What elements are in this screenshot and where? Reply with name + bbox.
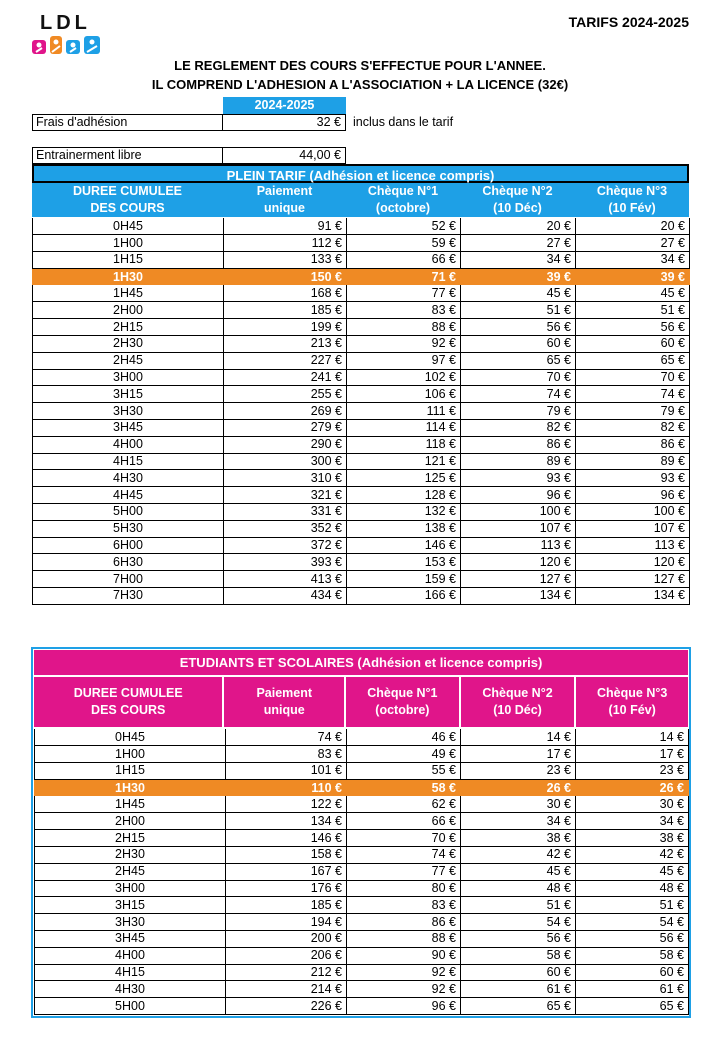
cell-cheque-1: 125 € xyxy=(347,470,461,487)
table-row xyxy=(35,931,689,948)
cell-cheque-3: 65 € xyxy=(576,998,689,1015)
cell-cheque-3: 134 € xyxy=(576,588,690,605)
plein-tarif-title: PLEIN TARIF (Adhésion et licence compris) xyxy=(32,164,689,183)
cell-cheque-3: 42 € xyxy=(576,847,689,864)
cell-cheque-3: 60 € xyxy=(576,964,689,981)
logo-text: LDL xyxy=(40,12,91,34)
cell-cheque-2: 82 € xyxy=(461,420,576,437)
table-row xyxy=(33,588,690,605)
cell-cheque-3: 14 € xyxy=(576,729,689,746)
training-label: Entrainerment libre xyxy=(32,147,223,164)
table-row xyxy=(33,436,690,453)
cell-single-payment: 352 € xyxy=(224,520,347,537)
cell-cheque-2: 61 € xyxy=(461,981,576,998)
table-row xyxy=(35,813,689,830)
cell-cheque-1: 159 € xyxy=(347,571,461,588)
table-row xyxy=(35,897,689,914)
cell-cheque-1: 59 € xyxy=(347,235,461,252)
cell-cheque-3: 127 € xyxy=(576,571,690,588)
cell-cheque-2: 127 € xyxy=(461,571,576,588)
cell-cheque-1: 71 € xyxy=(347,268,461,285)
table-row xyxy=(33,453,690,470)
cell-cheque-2: 89 € xyxy=(461,453,576,470)
table-row xyxy=(35,998,689,1015)
table-row xyxy=(33,302,690,319)
cell-cheque-2: 51 € xyxy=(461,302,576,319)
cell-cheque-3: 39 € xyxy=(576,268,690,285)
cell-duration: 1H30 xyxy=(33,268,224,285)
cell-cheque-2: 54 € xyxy=(461,914,576,931)
cell-cheque-1: 92 € xyxy=(347,981,461,998)
cell-duration: 1H15 xyxy=(35,763,226,780)
cell-single-payment: 372 € xyxy=(224,537,347,554)
cell-cheque-1: 114 € xyxy=(347,420,461,437)
cell-single-payment: 150 € xyxy=(224,268,347,285)
cell-single-payment: 393 € xyxy=(224,554,347,571)
cell-single-payment: 321 € xyxy=(224,487,347,504)
cell-cheque-2: 60 € xyxy=(461,336,576,353)
cell-cheque-1: 77 € xyxy=(347,863,461,880)
cell-cheque-2: 26 € xyxy=(461,779,576,796)
cell-single-payment: 226 € xyxy=(226,998,347,1015)
cell-single-payment: 122 € xyxy=(226,796,347,813)
table-row xyxy=(35,796,689,813)
cell-cheque-1: 83 € xyxy=(347,302,461,319)
column-header-cheque-1: Chèque N°1 (octobre) xyxy=(367,184,439,215)
cell-cheque-3: 120 € xyxy=(576,554,690,571)
adhesion-label: Frais d'adhésion xyxy=(32,114,223,131)
cell-cheque-3: 45 € xyxy=(576,863,689,880)
cell-cheque-1: 80 € xyxy=(347,880,461,897)
cell-cheque-3: 65 € xyxy=(576,352,690,369)
intro-line-2: IL COMPREND L'ADHESION A L'ASSOCIATION + LA LICENCE (32€) xyxy=(151,77,569,92)
cell-cheque-1: 62 € xyxy=(347,796,461,813)
cell-duration: 2H45 xyxy=(35,863,226,880)
table-row xyxy=(35,947,689,964)
cell-duration: 0H45 xyxy=(33,218,224,235)
cell-single-payment: 290 € xyxy=(224,436,347,453)
cell-cheque-3: 96 € xyxy=(576,487,690,504)
cell-duration: 7H00 xyxy=(33,571,224,588)
cell-duration: 2H30 xyxy=(35,847,226,864)
cell-duration: 1H15 xyxy=(33,252,224,269)
table-row xyxy=(33,336,690,353)
cell-cheque-3: 74 € xyxy=(576,386,690,403)
cell-cheque-2: 120 € xyxy=(461,554,576,571)
cell-duration: 5H00 xyxy=(33,504,224,521)
highlighted-table-row xyxy=(35,779,689,796)
year-header: 2024-2025 xyxy=(223,97,346,114)
table-row xyxy=(35,763,689,780)
cell-cheque-3: 93 € xyxy=(576,470,690,487)
cell-single-payment: 185 € xyxy=(226,897,347,914)
table-row xyxy=(33,504,690,521)
cell-duration: 2H15 xyxy=(35,830,226,847)
cell-single-payment: 91 € xyxy=(224,218,347,235)
cell-cheque-1: 58 € xyxy=(347,779,461,796)
cell-cheque-1: 66 € xyxy=(347,813,461,830)
cell-cheque-2: 113 € xyxy=(461,537,576,554)
cell-cheque-2: 70 € xyxy=(461,369,576,386)
table-row xyxy=(35,914,689,931)
cell-cheque-1: 146 € xyxy=(347,537,461,554)
column-header-cheque-1: Chèque N°1 (octobre) xyxy=(346,677,459,727)
cell-single-payment: 227 € xyxy=(224,352,347,369)
document-title: TARIFS 2024-2025 xyxy=(568,14,689,30)
cell-cheque-2: 17 € xyxy=(461,746,576,763)
cell-cheque-2: 65 € xyxy=(461,998,576,1015)
adhesion-value: 32 € xyxy=(222,114,346,131)
cell-cheque-1: 88 € xyxy=(347,931,461,948)
plein-tarif-table xyxy=(32,218,690,605)
cell-cheque-2: 65 € xyxy=(461,352,576,369)
table-row xyxy=(33,520,690,537)
cell-cheque-2: 27 € xyxy=(461,235,576,252)
cell-cheque-1: 52 € xyxy=(347,218,461,235)
cell-cheque-2: 20 € xyxy=(461,218,576,235)
cell-single-payment: 176 € xyxy=(226,880,347,897)
cell-cheque-3: 113 € xyxy=(576,537,690,554)
table-row xyxy=(33,218,690,235)
cell-cheque-2: 51 € xyxy=(461,897,576,914)
cell-single-payment: 206 € xyxy=(226,947,347,964)
cell-cheque-3: 107 € xyxy=(576,520,690,537)
cell-cheque-2: 79 € xyxy=(461,403,576,420)
cell-cheque-1: 128 € xyxy=(347,487,461,504)
etudiants-header xyxy=(34,677,688,727)
cell-single-payment: 331 € xyxy=(224,504,347,521)
cell-duration: 4H00 xyxy=(33,436,224,453)
cell-cheque-3: 45 € xyxy=(576,285,690,302)
cell-cheque-3: 86 € xyxy=(576,436,690,453)
table-row xyxy=(33,420,690,437)
cell-duration: 7H30 xyxy=(33,588,224,605)
column-header-single-payment: Paiement unique xyxy=(224,677,344,727)
cell-cheque-1: 132 € xyxy=(347,504,461,521)
cell-single-payment: 134 € xyxy=(226,813,347,830)
cell-duration: 4H00 xyxy=(35,947,226,964)
etudiants-title: ETUDIANTS ET SCOLAIRES (Adhésion et licence compris) xyxy=(34,650,688,675)
cell-cheque-2: 96 € xyxy=(461,487,576,504)
cell-cheque-1: 70 € xyxy=(347,830,461,847)
cell-single-payment: 279 € xyxy=(224,420,347,437)
intro-line-1: LE REGLEMENT DES COURS S'EFFECTUE POUR L'ANNEE. xyxy=(174,58,546,73)
table-row xyxy=(35,863,689,880)
cell-cheque-1: 55 € xyxy=(347,763,461,780)
cell-cheque-2: 14 € xyxy=(461,729,576,746)
cell-cheque-3: 58 € xyxy=(576,947,689,964)
cell-cheque-2: 42 € xyxy=(461,847,576,864)
cell-single-payment: 213 € xyxy=(224,336,347,353)
cell-single-payment: 241 € xyxy=(224,369,347,386)
cell-cheque-1: 66 € xyxy=(347,252,461,269)
column-header-cheque-2: Chèque N°2 (10 Déc) xyxy=(482,184,553,215)
cell-duration: 3H45 xyxy=(35,931,226,948)
cell-single-payment: 194 € xyxy=(226,914,347,931)
table-row xyxy=(33,470,690,487)
cell-single-payment: 199 € xyxy=(224,319,347,336)
cell-cheque-3: 70 € xyxy=(576,369,690,386)
cell-cheque-2: 74 € xyxy=(461,386,576,403)
table-row xyxy=(33,386,690,403)
cell-cheque-1: 97 € xyxy=(347,352,461,369)
cell-duration: 2H00 xyxy=(35,813,226,830)
cell-duration: 1H00 xyxy=(35,746,226,763)
cell-cheque-3: 48 € xyxy=(576,880,689,897)
cell-cheque-2: 56 € xyxy=(461,931,576,948)
cell-cheque-1: 86 € xyxy=(347,914,461,931)
cell-cheque-1: 74 € xyxy=(347,847,461,864)
cell-cheque-2: 48 € xyxy=(461,880,576,897)
cell-cheque-1: 88 € xyxy=(347,319,461,336)
cell-cheque-3: 56 € xyxy=(576,931,689,948)
cell-cheque-2: 134 € xyxy=(461,588,576,605)
column-header-cheque-3: Chèque N°3 (10 Fév) xyxy=(596,184,668,215)
etudiants-table xyxy=(34,729,689,1015)
cell-cheque-3: 61 € xyxy=(576,981,689,998)
column-header-single-payment: Paiement unique xyxy=(256,184,313,215)
cell-single-payment: 167 € xyxy=(226,863,347,880)
cell-single-payment: 300 € xyxy=(224,453,347,470)
cell-duration: 1H45 xyxy=(33,285,224,302)
table-row xyxy=(35,964,689,981)
cell-duration: 3H30 xyxy=(35,914,226,931)
cell-single-payment: 146 € xyxy=(226,830,347,847)
plein-tarif-header xyxy=(32,183,689,217)
cell-cheque-1: 138 € xyxy=(347,520,461,537)
cell-cheque-2: 86 € xyxy=(461,436,576,453)
table-row xyxy=(35,746,689,763)
cell-cheque-2: 23 € xyxy=(461,763,576,780)
table-row xyxy=(33,369,690,386)
cell-cheque-3: 51 € xyxy=(576,897,689,914)
training-value: 44,00 € xyxy=(222,147,346,164)
table-row xyxy=(33,285,690,302)
cell-single-payment: 185 € xyxy=(224,302,347,319)
table-row xyxy=(33,554,690,571)
cell-cheque-2: 39 € xyxy=(461,268,576,285)
cell-duration: 1H30 xyxy=(35,779,226,796)
cell-cheque-2: 34 € xyxy=(461,252,576,269)
cell-cheque-3: 27 € xyxy=(576,235,690,252)
cell-cheque-3: 20 € xyxy=(576,218,690,235)
table-row xyxy=(35,729,689,746)
cell-cheque-3: 51 € xyxy=(576,302,690,319)
cell-duration: 1H00 xyxy=(33,235,224,252)
cell-cheque-2: 58 € xyxy=(461,947,576,964)
table-row xyxy=(35,830,689,847)
cell-cheque-2: 56 € xyxy=(461,319,576,336)
table-row xyxy=(35,847,689,864)
cell-cheque-1: 102 € xyxy=(347,369,461,386)
cell-cheque-3: 56 € xyxy=(576,319,690,336)
table-row xyxy=(33,252,690,269)
cell-duration: 2H00 xyxy=(33,302,224,319)
highlighted-table-row xyxy=(33,268,690,285)
cell-single-payment: 212 € xyxy=(226,964,347,981)
cell-cheque-3: 89 € xyxy=(576,453,690,470)
cell-cheque-1: 77 € xyxy=(347,285,461,302)
cell-duration: 6H00 xyxy=(33,537,224,554)
cell-cheque-3: 54 € xyxy=(576,914,689,931)
cell-cheque-1: 90 € xyxy=(347,947,461,964)
cell-cheque-3: 100 € xyxy=(576,504,690,521)
cell-duration: 4H30 xyxy=(33,470,224,487)
cell-duration: 0H45 xyxy=(35,729,226,746)
cell-cheque-1: 96 € xyxy=(347,998,461,1015)
table-row xyxy=(33,537,690,554)
adhesion-note: inclus dans le tarif xyxy=(353,115,454,129)
column-header-duration: DUREE CUMULEE DES COURS xyxy=(72,184,183,215)
column-header-duration: DUREE CUMULEE DES COURS xyxy=(34,677,222,727)
ldl-logo xyxy=(30,12,106,60)
cell-single-payment: 133 € xyxy=(224,252,347,269)
cell-duration: 5H00 xyxy=(35,998,226,1015)
cell-single-payment: 269 € xyxy=(224,403,347,420)
cell-single-payment: 255 € xyxy=(224,386,347,403)
cell-cheque-3: 34 € xyxy=(576,813,689,830)
cell-single-payment: 434 € xyxy=(224,588,347,605)
cell-cheque-2: 60 € xyxy=(461,964,576,981)
cell-duration: 2H30 xyxy=(33,336,224,353)
cell-cheque-1: 106 € xyxy=(347,386,461,403)
cell-cheque-3: 82 € xyxy=(576,420,690,437)
cell-duration: 3H15 xyxy=(35,897,226,914)
column-header-cheque-3: Chèque N°3 (10 Fév) xyxy=(576,677,688,727)
cell-single-payment: 110 € xyxy=(226,779,347,796)
cell-cheque-3: 17 € xyxy=(576,746,689,763)
cell-single-payment: 168 € xyxy=(224,285,347,302)
table-row xyxy=(33,352,690,369)
cell-duration: 3H45 xyxy=(33,420,224,437)
table-row xyxy=(35,880,689,897)
cell-single-payment: 112 € xyxy=(224,235,347,252)
cell-single-payment: 310 € xyxy=(224,470,347,487)
cell-duration: 5H30 xyxy=(33,520,224,537)
cell-single-payment: 214 € xyxy=(226,981,347,998)
cell-cheque-1: 153 € xyxy=(347,554,461,571)
cell-single-payment: 200 € xyxy=(226,931,347,948)
cell-cheque-2: 93 € xyxy=(461,470,576,487)
cell-single-payment: 158 € xyxy=(226,847,347,864)
cell-cheque-1: 166 € xyxy=(347,588,461,605)
cell-cheque-3: 30 € xyxy=(576,796,689,813)
cell-cheque-1: 46 € xyxy=(347,729,461,746)
dancers-logo-icon xyxy=(30,12,106,60)
cell-cheque-2: 107 € xyxy=(461,520,576,537)
cell-cheque-2: 34 € xyxy=(461,813,576,830)
table-row xyxy=(33,403,690,420)
cell-duration: 3H30 xyxy=(33,403,224,420)
cell-cheque-1: 111 € xyxy=(347,403,461,420)
cell-cheque-2: 45 € xyxy=(461,285,576,302)
cell-duration: 4H15 xyxy=(35,964,226,981)
cell-duration: 4H45 xyxy=(33,487,224,504)
cell-cheque-2: 38 € xyxy=(461,830,576,847)
cell-duration: 4H30 xyxy=(35,981,226,998)
cell-cheque-2: 30 € xyxy=(461,796,576,813)
cell-duration: 1H45 xyxy=(35,796,226,813)
table-row xyxy=(33,487,690,504)
cell-duration: 3H00 xyxy=(33,369,224,386)
table-row xyxy=(33,319,690,336)
cell-duration: 6H30 xyxy=(33,554,224,571)
cell-cheque-3: 34 € xyxy=(576,252,690,269)
column-header-cheque-2: Chèque N°2 (10 Déc) xyxy=(461,677,575,727)
table-row xyxy=(33,235,690,252)
cell-cheque-1: 121 € xyxy=(347,453,461,470)
cell-cheque-1: 83 € xyxy=(347,897,461,914)
cell-cheque-3: 26 € xyxy=(576,779,689,796)
cell-cheque-3: 79 € xyxy=(576,403,690,420)
cell-single-payment: 74 € xyxy=(226,729,347,746)
cell-duration: 2H45 xyxy=(33,352,224,369)
cell-cheque-1: 49 € xyxy=(347,746,461,763)
cell-duration: 3H00 xyxy=(35,880,226,897)
cell-cheque-3: 38 € xyxy=(576,830,689,847)
cell-duration: 2H15 xyxy=(33,319,224,336)
cell-single-payment: 413 € xyxy=(224,571,347,588)
table-row xyxy=(33,571,690,588)
cell-cheque-2: 100 € xyxy=(461,504,576,521)
cell-duration: 3H15 xyxy=(33,386,224,403)
cell-cheque-3: 60 € xyxy=(576,336,690,353)
table-row xyxy=(35,981,689,998)
cell-cheque-1: 92 € xyxy=(347,336,461,353)
cell-cheque-1: 118 € xyxy=(347,436,461,453)
cell-duration: 4H15 xyxy=(33,453,224,470)
cell-cheque-1: 92 € xyxy=(347,964,461,981)
cell-single-payment: 83 € xyxy=(226,746,347,763)
cell-cheque-3: 23 € xyxy=(576,763,689,780)
cell-single-payment: 101 € xyxy=(226,763,347,780)
cell-cheque-2: 45 € xyxy=(461,863,576,880)
